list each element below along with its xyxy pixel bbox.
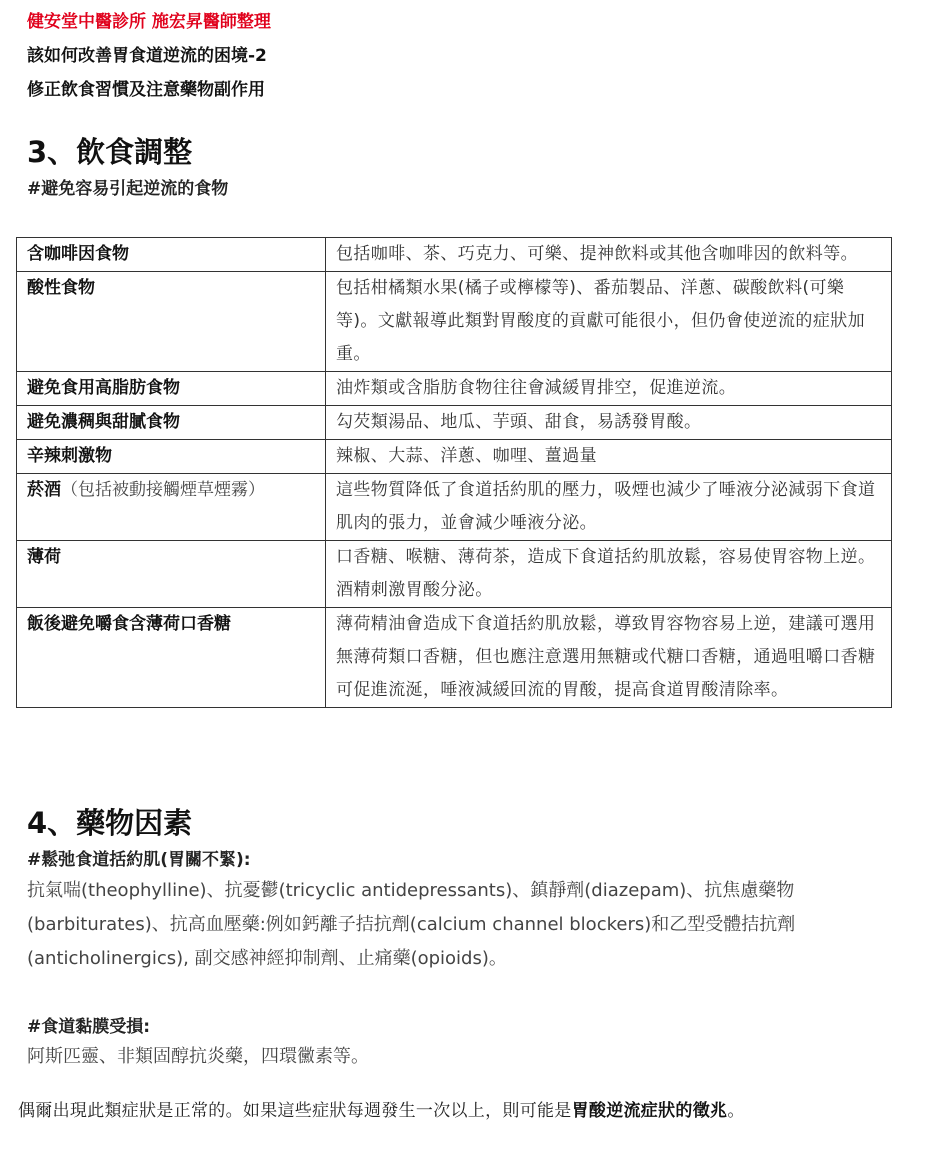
section-3-title: 3、飲食調整 <box>27 135 193 169</box>
food-category: 酸性食物 <box>17 272 326 372</box>
drug-list-mucosa: 阿斯匹靈、非類固醇抗炎藥，四環黴素等。 <box>27 1046 369 1067</box>
food-description: 包括咖啡、茶、巧克力、可樂、提神飲料或其他含咖啡因的飲料等。 <box>326 238 892 272</box>
doc-subtitle: 修正飲食習慣及注意藥物副作用 <box>27 80 265 100</box>
food-category: 避免食用高脂肪食物 <box>17 372 326 406</box>
food-category: 避免濃稠與甜膩食物 <box>17 406 326 440</box>
clinic-header: 健安堂中醫診所 施宏昇醫師整理 <box>27 12 271 32</box>
table-row <box>17 406 892 440</box>
food-description: 油炸類或含脂肪食物往往會減緩胃排空，促進逆流。 <box>326 372 892 406</box>
table-row <box>17 272 892 372</box>
food-category-note: （包括被動接觸煙草煙霧） <box>61 480 265 500</box>
table-row <box>17 440 892 474</box>
food-description: 薄荷精油會造成下食道括約肌放鬆，導致胃容物容易上逆，建議可選用無薄荷類口香糖，但也應注意選用無糖或代糖口香糖，通過咀嚼口香糖可促進流涎，唾液減緩回流的胃酸，提高食道胃酸清除率。 <box>326 608 892 708</box>
table-row <box>17 238 892 272</box>
section-4-tag-mucosa: #食道黏膜受損: <box>27 1017 151 1037</box>
footer-end: 。 <box>727 1101 745 1121</box>
food-category: 薄荷 <box>17 541 326 608</box>
table-row <box>17 608 892 708</box>
food-description: 包括柑橘類水果(橘子或檸檬等)、番茄製品、洋蔥、碳酸飲料(可樂等)。文獻報導此類對胃酸度的貢獻可能很小，但仍會使逆流的症狀加重。 <box>326 272 892 372</box>
food-description: 勾芡類湯品、地瓜、芋頭、甜食，易誘發胃酸。 <box>326 406 892 440</box>
footer-note <box>18 1096 745 1126</box>
food-description: 這些物質降低了食道括約肌的壓力，吸煙也減少了唾液分泌減弱下食道肌肉的張力，並會減少唾液分泌。 <box>326 474 892 541</box>
food-category: 飯後避免嚼食含薄荷口香糖 <box>17 608 326 708</box>
section-4-title: 4、藥物因素 <box>27 806 193 840</box>
food-category: 辛辣刺激物 <box>17 440 326 474</box>
section-3-tag: #避免容易引起逆流的食物 <box>27 179 229 199</box>
table-row <box>17 541 892 608</box>
food-table <box>16 237 892 708</box>
section-4-tag-relaxants: #鬆弛食道括約肌(胃關不緊): <box>27 850 251 870</box>
doc-title: 該如何改善胃食道逆流的困境-2 <box>27 46 267 66</box>
food-description: 口香糖、喉糖、薄荷茶，造成下食道括約肌放鬆，容易使胃容物上逆。酒精刺激胃酸分泌。 <box>326 541 892 608</box>
footer-emphasis: 胃酸逆流症狀的徵兆 <box>571 1101 728 1121</box>
food-category-main: 菸酒 <box>27 480 61 500</box>
drug-list-relaxants: 抗氣喘(theophylline)、抗憂鬱(tricyclic antidepressants)、鎮靜劑(diazepam)、抗焦慮藥物(barbiturates)、抗高血壓藥:例如鈣離子拮抗劑(calcium channel blockers)和乙型受體拮抗劑(anticholinergics), 副交感神經抑制劑、止痛藥(opioids)。 <box>27 880 796 969</box>
food-description: 辣椒、大蒜、洋蔥、咖哩、薑過量 <box>326 440 892 474</box>
food-category <box>17 474 326 541</box>
food-category: 含咖啡因食物 <box>17 238 326 272</box>
footer-text: 偶爾出現此類症狀是正常的。如果這些症狀每週發生一次以上，則可能是 <box>18 1101 572 1121</box>
table-row <box>17 474 892 541</box>
table-row <box>17 372 892 406</box>
